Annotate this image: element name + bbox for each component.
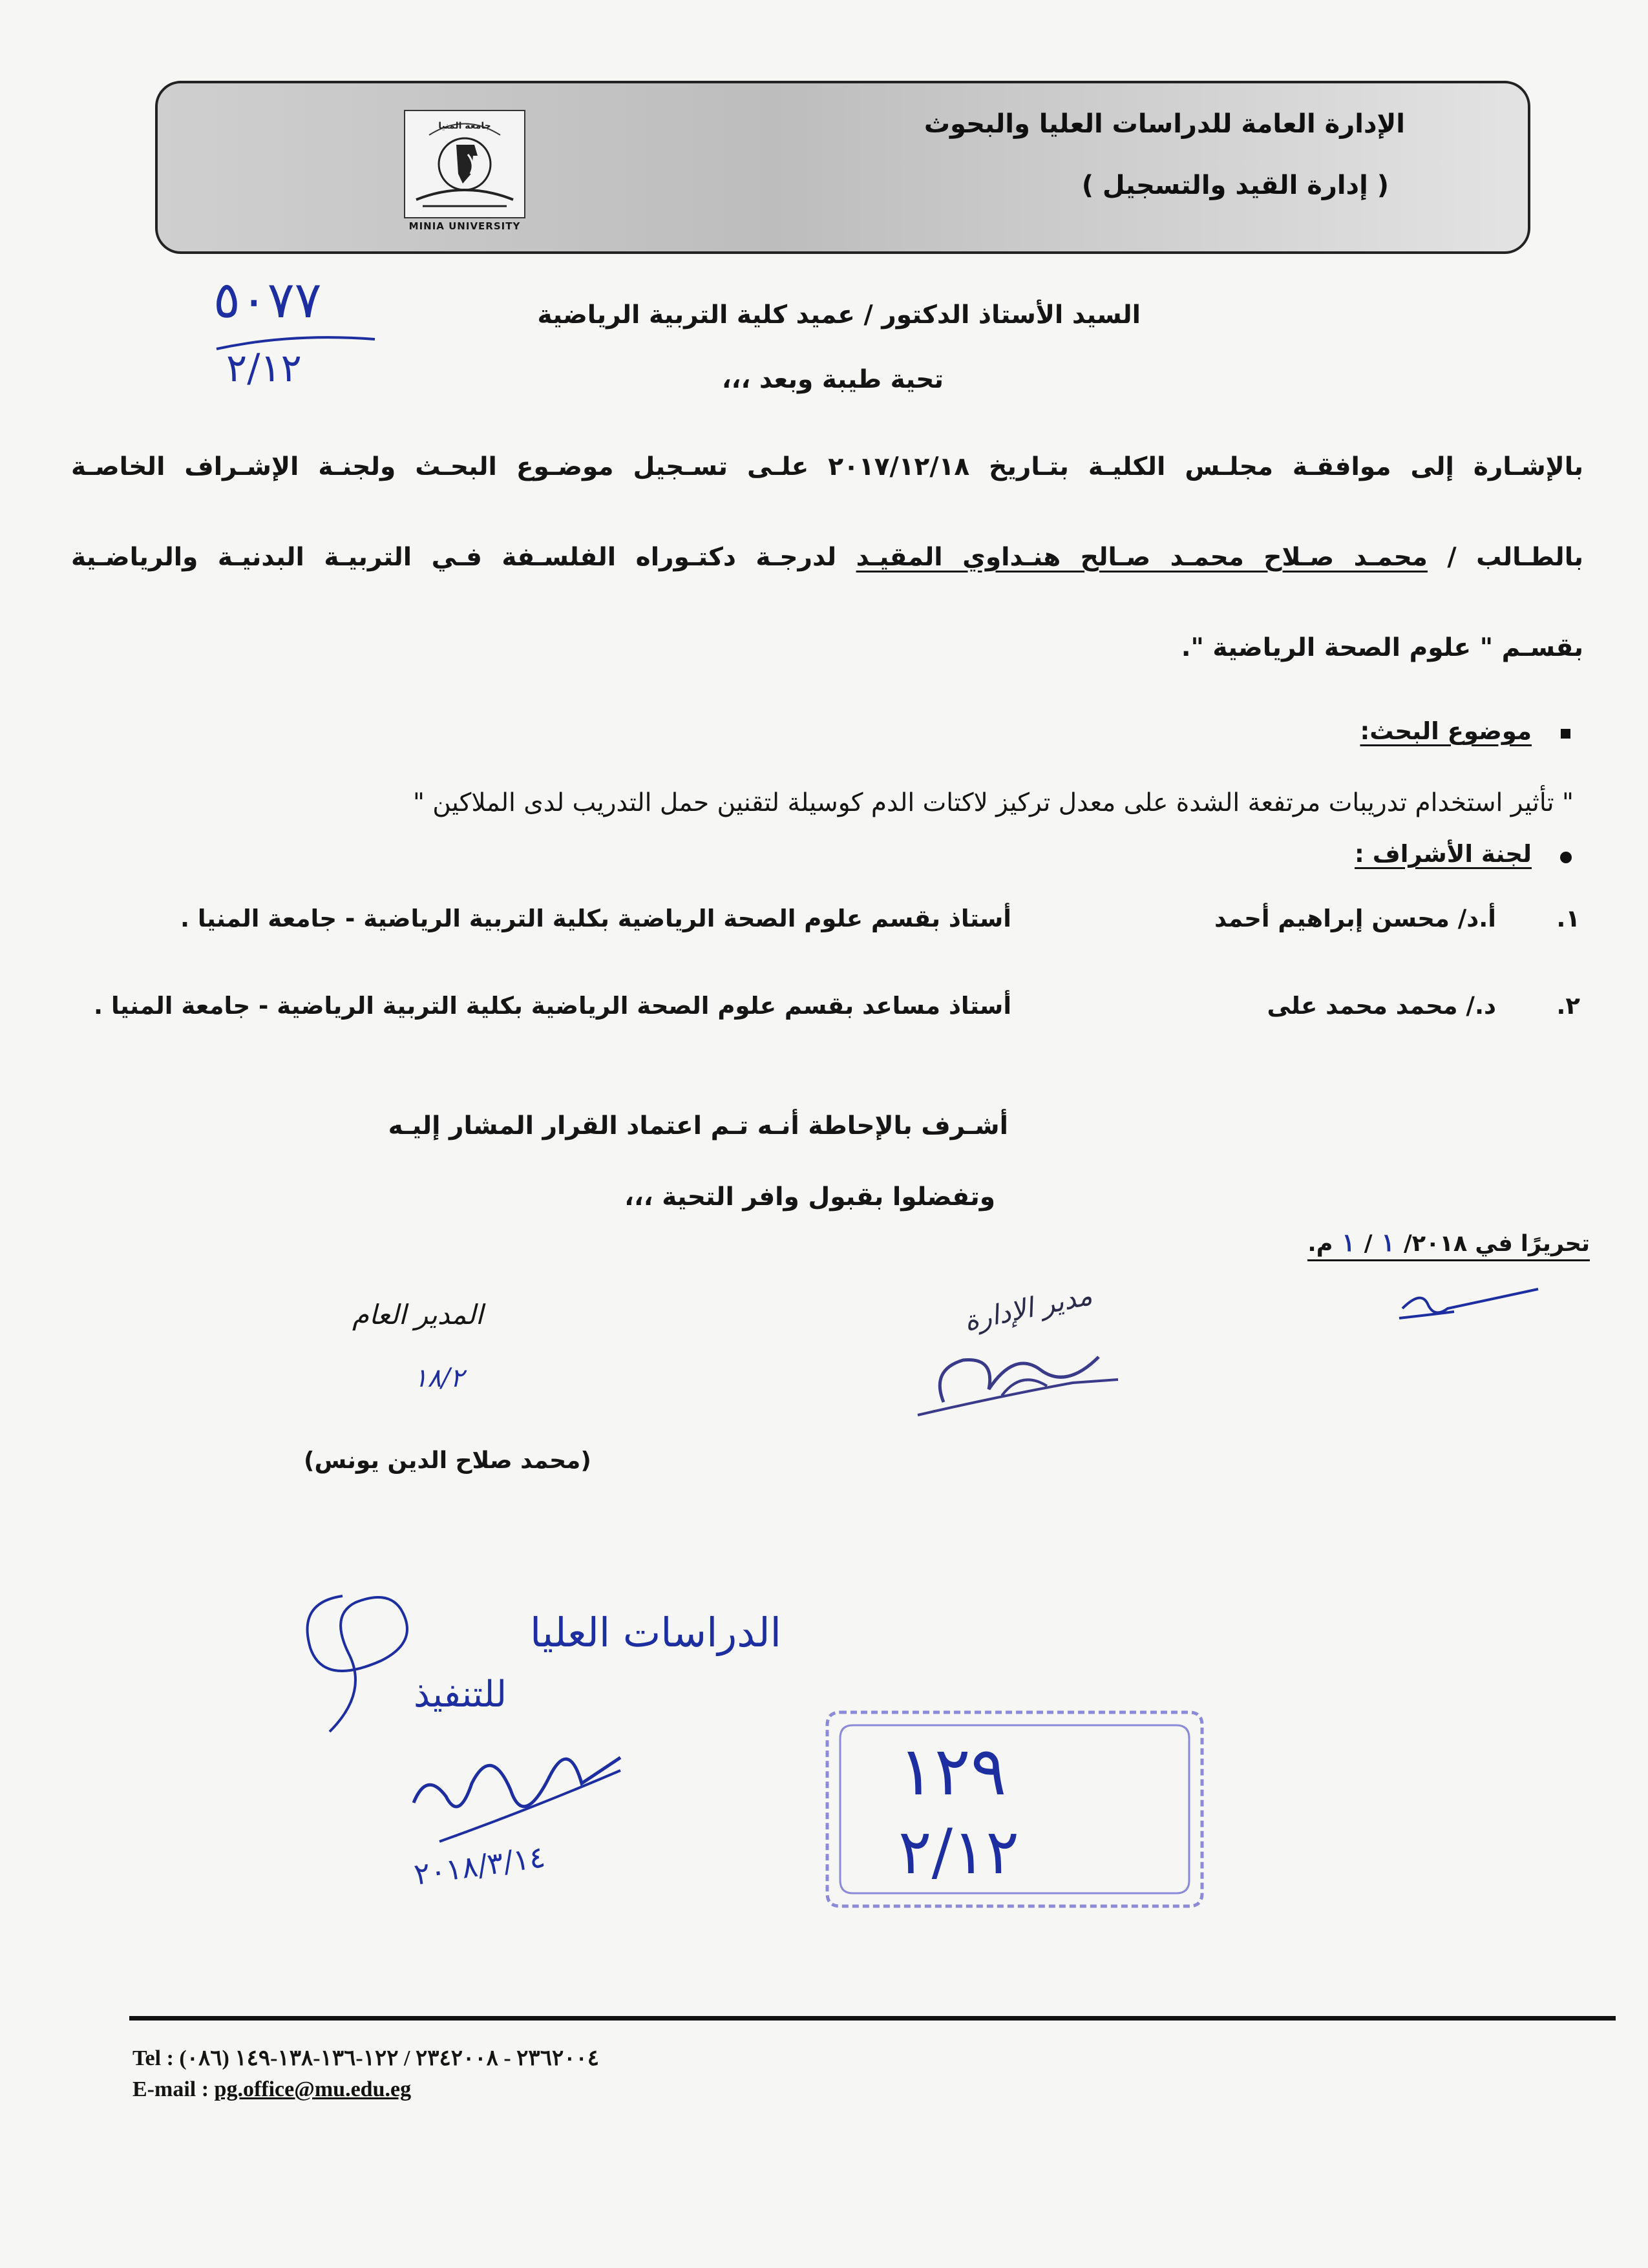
footer-telephone: Tel : (٠٨٦) ٢٣٦٢٠٠٤ - ٢٣٤٢٠٠٨ / ١٢٢-١٣٦-١٣٨-١٤٩ [132, 2046, 600, 2070]
general-manager-title: المدير العام [352, 1299, 483, 1330]
logo-top-text: جامعة المنيا [438, 121, 491, 131]
body-line-2-prefix: بالطـالب / [1427, 543, 1583, 572]
director-signature-icon [905, 1331, 1150, 1428]
closing-salutation: وتفضلوا بقبول وافر التحية ،،، [624, 1182, 995, 1212]
topic-label: موضوع البحث: [1360, 717, 1532, 745]
footer-divider [129, 2016, 1616, 2021]
square-bullet-icon [1561, 729, 1570, 739]
handwritten-note-line1: الدراسات العليا [530, 1609, 781, 1656]
body-line-3: بقسـم " علوم الصحة الرياضية ". [1181, 633, 1583, 662]
body-line-1: بالإشـارة إلى موافقـة مجلـس الكليـة بتـاريخ ٢٠١٧/١٢/١٨ علـى تسـجيل موضـوع البحـث ولجنـة الإشـراف الخاصـة [71, 452, 1583, 481]
general-manager-name: (محمد صلاح الدين يونس) [304, 1447, 591, 1474]
committee-label: لجنة الأشراف : [1355, 840, 1532, 868]
committee-member-name: د./ محمد محمد على [1267, 992, 1496, 1020]
handwritten-ref-date: ٢/١٢ [226, 346, 302, 391]
stamp-number: ١٢٩ [898, 1732, 1007, 1811]
body-line-2-suffix: لدرجـة دكتـوراه الفلسـفة فـي التربيـة البدنيـة والرياضـية [71, 543, 856, 572]
greeting-line: تحية طيبة وبعد ،،، [721, 365, 944, 394]
letterhead-subtitle: ( إدارة القيد والتسجيل ) [1081, 171, 1389, 200]
handwritten-ref-number: ٥٠٧٧ [213, 271, 322, 330]
committee-member-number: .١ [1556, 905, 1580, 932]
committee-member-name: أ.د/ محسن إبراهيم أحمد [1214, 905, 1496, 932]
date-day: ١ [1342, 1228, 1355, 1257]
round-bullet-icon [1560, 852, 1572, 863]
closing-note: أشـرف بالإحاطة أنـه تـم اعتماد القرار المشار إليـه [388, 1111, 1008, 1140]
date-year: /٢٠١٨م. [1307, 1231, 1468, 1257]
committee-member-title: أستاذ مساعد بقسم علوم الصحة الرياضية بكلية التربية الرياضية - جامعة المنيا . [94, 992, 1011, 1020]
date-month: ١ [1381, 1228, 1395, 1257]
email-label: E-mail : [132, 2077, 215, 2101]
director-title: مدير الإدارة [961, 1279, 1095, 1338]
letterhead-title: الإدارة العامة للدراسات العليا والبحوث [924, 109, 1405, 139]
handwritten-scribble-icon [291, 1577, 459, 1745]
committee-member-number: .٢ [1556, 992, 1580, 1020]
email-link[interactable]: pg.office@mu.edu.eg [214, 2077, 412, 2101]
date-prefix: تحريرًا في [1475, 1231, 1590, 1257]
university-logo [403, 109, 526, 232]
research-topic: " تأثير استخدام تدريبات مرتفعة الشدة على معدل تركيز لاكتات الدم كوسيلة لتقنين حمل التدريب لدى الملاكين " [412, 788, 1574, 817]
body-line-2 [71, 543, 1583, 572]
addressee-line: السيد الأستاذ الدكتور / عميد كلية التربية الرياضية [537, 300, 1141, 330]
stamp-date: ٢/١٢ [898, 1816, 1020, 1888]
student-name: محمـد صـلاح محمـد صـالح هنـداوي المقيـد [856, 543, 1428, 572]
handwritten-note-line2: للتنفيذ [414, 1674, 507, 1716]
footer-email [132, 2077, 411, 2102]
issue-date: تحريرًا في ١ / ١/٢٠١٨م. [1307, 1228, 1590, 1261]
nefertiti-logo-icon [403, 109, 526, 219]
logo-caption: MINIA UNIVERSITY [408, 220, 521, 232]
registrar-signature-icon [1389, 1283, 1551, 1334]
general-manager-initials: ١٨/٢ [414, 1363, 464, 1393]
committee-member-title: أستاذ بقسم علوم الصحة الرياضية بكلية التربية الرياضية - جامعة المنيا . [180, 905, 1011, 932]
handwritten-note-date: ٢٠١٨/٣/١٤ [412, 1839, 547, 1892]
letterhead-box [155, 81, 1530, 254]
